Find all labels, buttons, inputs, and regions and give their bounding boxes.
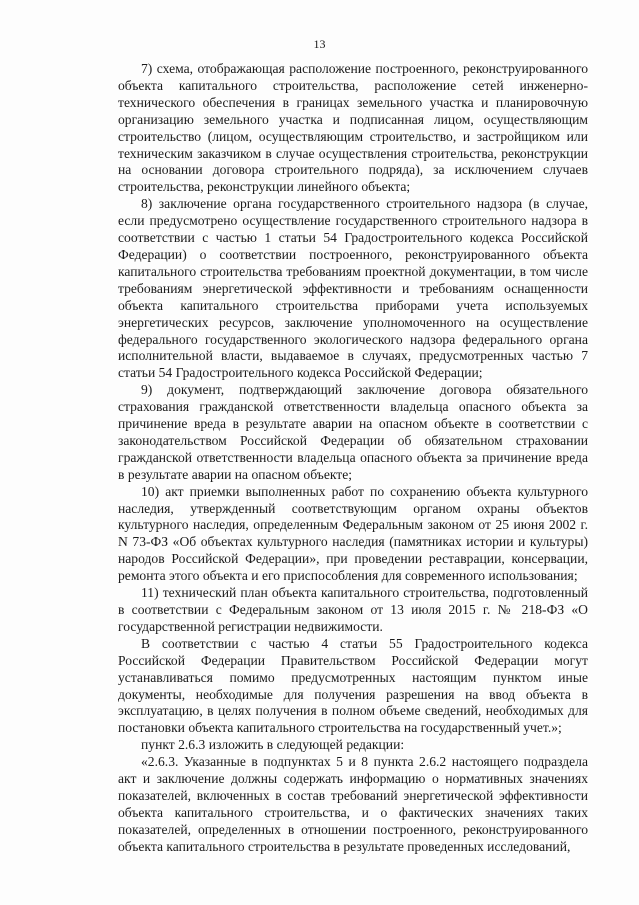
paragraph-item-10: 10) акт приемки выполненных работ по сохранению объекта культурного наследия, утвержденный соответствующим органом охраны объектов культурного наследия, определенным Федеральным законом от 25 июня 2002 г. N 73-ФЗ «Об объектах культурного наследия (памятниках истории и культуры) народов Российской Федерации», при проведении реставрации, консервации, ремонта этого объекта и его приспособления для современного использования; [118,483,588,584]
paragraph-item-9: 9) документ, подтверждающий заключение договора обязательного страхования гражданской ответственности владельца опасного объекта за причинение вреда в результате аварии на опасном объекте в соответствии с законодательством Российской Федерации об обязательном страховании гражданской ответственности владельца опасного объекта за причинение вреда в результате аварии на опасном объекте; [118,382,588,482]
paragraph-item-8: 8) заключение органа государственного строительного надзора (в случае, если предусмотрено осуществление государственного строительного надзора в соответствии с частью 1 статьи 54 Градостроительного кодекса Российской Федерации) о соответствии построенного, реконструированного объекта капитального строительства требованиям проектной документации, в том числе требованиям энергетической эффективности и требованиям оснащенности объекта капитального строительства приборами учета используемых энергетических ресурсов, заключение уполномоченного на осуществление федерального государственного экологического надзора федерального органа исполнительной власти, выдаваемое в случаях, предусмотренных частью 7 статьи 54 Градостроительного кодекса Российской Федерации; [118,196,588,381]
paragraph-amendment-intro: пункт 2.6.3 изложить в следующей редакции: [141,737,405,753]
paragraph-item-7: 7) схема, отображающая расположение построенного, реконструированного объекта капитального строительства, расположение сетей инженерно-технического обеспечения в границах земельного участка и планировочную организацию земельного участка и подписанная лицом, осуществляющим строительство (лицом, осуществляющим строительство, и застройщиком или техническим заказчиком в случае осуществления строительства, реконструкции на основании договора строительного подряда), за исключением случаев строительства, реконструкции линейного объекта; [118,61,588,195]
paragraph-item-11: 11) технический план объекта капитального строительства, подготовленный в соответствии с Федеральным законом от 13 июля 2015 г. № 218-ФЗ «О государственной регистрации недвижимости. [118,585,588,634]
paragraph-2-6-3: «2.6.3. Указанные в подпунктах 5 и 8 пункта 2.6.2 настоящего подраздела акт и заключение должны содержать информацию о нормативных значениях показателей, включенных в состав требований энергетической эффективности объекта капитального строительства, и о фактических значениях таких показателей, определенных в отношении построенного, реконструированного объекта капитального строительства в результате проведенных исследований, [118,754,588,854]
page-number: 13 [313,37,326,51]
document-body [118,61,588,856]
paragraph-additional-documents: В соответствии с частью 4 статьи 55 Градостроительного кодекса Российской Федерации Правительством Российской Федерации могут устанавливаться помимо предусмотренных настоящим пунктом иные документы, необходимые для получения разрешения на ввод объекта в эксплуатацию, в целях получения в полном объеме сведений, необходимых для постановки объекта капитального строительства на государственный учет.»; [118,635,588,736]
